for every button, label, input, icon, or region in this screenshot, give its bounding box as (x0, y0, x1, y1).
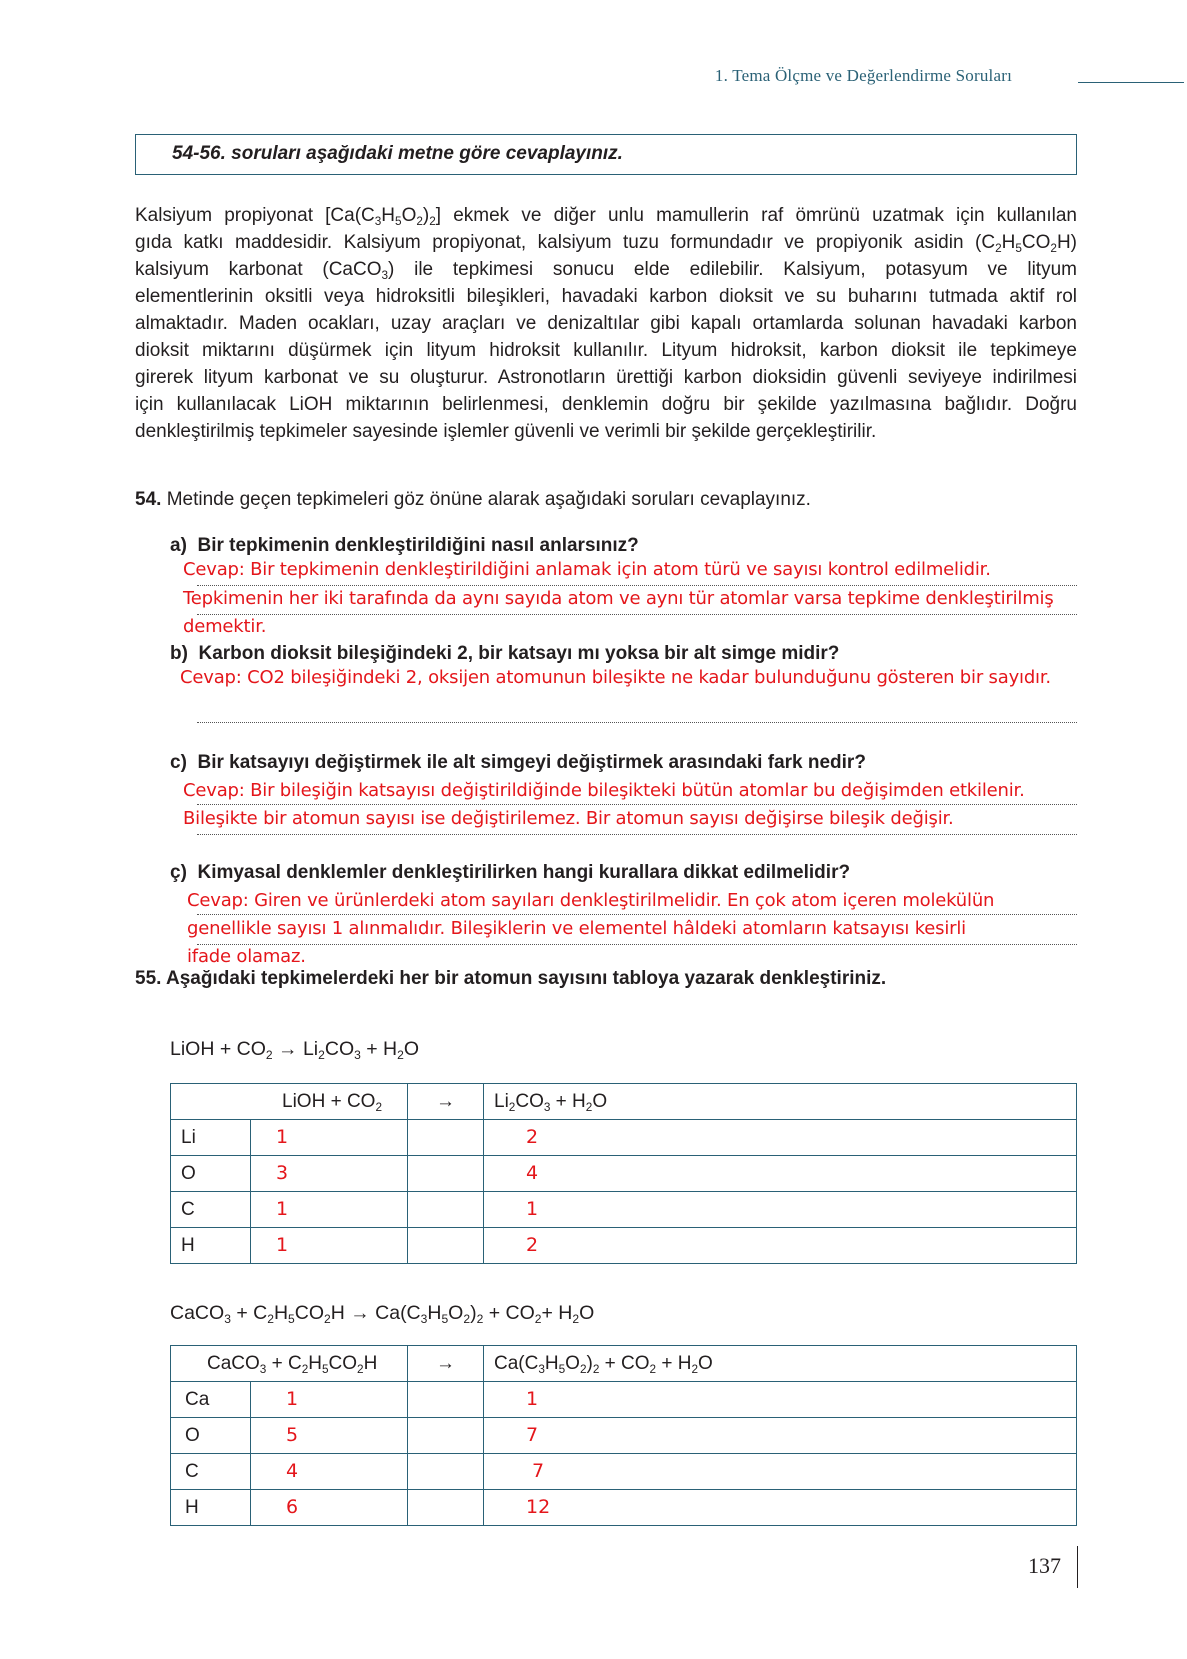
table-row (171, 1418, 1077, 1454)
arrow-spacer (408, 1382, 484, 1418)
passage-line-2: gıda katkı maddesidir. Kalsiyum propiyonat, kalsiyum tuzu formundadır ve propiyonik asidin $(C_2H_5CO_2H)$ (135, 232, 1077, 255)
answer-line (197, 614, 1077, 615)
equation-2: CaCO$_3$ + $C_2H_5CO_2H \to Ca(C_3H_5O_2)_2 + CO_2+ H_2O$ (170, 1302, 595, 1326)
products-header: $Li_2CO_3 + H_2O$ (484, 1084, 1077, 1120)
equation-1: LiOH + $CO_2 \to Li_2CO_3 + H_2O$ (170, 1038, 420, 1062)
section-header: 1. Tema Ölçme ve Değerlendirme Soruları (714, 66, 1012, 85)
passage (135, 202, 1077, 445)
atom-label: C (171, 1192, 251, 1228)
answer-line (197, 804, 1077, 805)
table-row (171, 1156, 1077, 1192)
table-row (171, 1228, 1077, 1264)
table-row (171, 1382, 1077, 1418)
passage-line-4: elementlerinin oksitli veya hidroksitli bileşikleri, havadaki karbon dioksit ve su buharını tutmada aktif rol (135, 286, 1077, 307)
answer-d-line-3: ifade olamaz. (187, 946, 306, 967)
right-count: 2 (484, 1228, 1077, 1264)
sub-question-a: a) Bir tepkimenin denkleştirildiğini nasıl anlarsınız? (170, 535, 639, 556)
arrow-cell: → (408, 1346, 484, 1382)
passage-line-7: girerek lityum karbonat ve su oluşturur. Astronotların ürettiği karbon dioksidin güvenli seviyeye indirilmesi (135, 367, 1077, 388)
left-count: 1 (251, 1192, 408, 1228)
instruction-title: 54-56. soruları aşağıdaki metne göre cevaplayınız. (172, 143, 623, 164)
left-count: 1 (251, 1228, 408, 1264)
atom-label: O (171, 1418, 251, 1454)
question-text: Metinde geçen tepkimeleri göz önüne alarak aşağıdaki soruları cevaplayınız. (166, 489, 811, 510)
passage-line-8: için kullanılacak LiOH miktarının belirlenmesi, denklemin doğru bir şekilde yazılmasına bağlıdır. Doğru (135, 394, 1077, 415)
question-54 (135, 489, 811, 511)
passage-line-1: Kalsiyum propiyonat $[Ca(C_3H_5O_2)_2]$ ekmek ve diğer unlu mamullerin raf ömrünü uzatmak için kullanılan (135, 205, 1077, 228)
left-count: 1 (251, 1382, 408, 1418)
table-row (171, 1192, 1077, 1228)
reactants-header: CaCO$_3$ + $C_2H_5CO_2H$ (171, 1346, 408, 1382)
passage-line-9: denkleştirilmiş tepkimeler sayesinde işlemler güvenli ve verimli bir şekilde gerçekleştirilir. (135, 421, 877, 442)
arrow-spacer (408, 1228, 484, 1264)
page-number-rule (1077, 1546, 1078, 1588)
table-header-row (171, 1346, 1077, 1382)
answer-d-line-2: genellikle sayısı 1 alınmalıdır. Bileşiklerin ve elementel hâldeki atomların katsayısı kesirli (187, 918, 966, 939)
passage-line-3: kalsiyum karbonat (CaCO$_3$) ile tepkimesi sonucu elde edilebilir. Kalsiyum, potasyum ve lityum (135, 259, 1077, 282)
atom-label: O (171, 1156, 251, 1192)
arrow-spacer (408, 1192, 484, 1228)
answer-a-line-2: Tepkimenin her iki tarafında da aynı sayıda atom ve aynı tür atomlar varsa tepkime denkleştirilmiş (183, 588, 1054, 609)
left-count: 6 (251, 1490, 408, 1526)
passage-line-5: almaktadır. Maden ocakları, uzay araçları ve denizaltılar gibi kapalı ortamlarda solunan havadaki karbon (135, 313, 1077, 334)
left-count: 5 (251, 1418, 408, 1454)
right-count: 1 (484, 1192, 1077, 1228)
sub-question-c: c) Bir katsayıyı değiştirmek ile alt simgeyi değiştirmek arasındaki fark nedir? (170, 752, 866, 773)
answer-c-line-1: Cevap: Bir bileşiğin katsayısı değiştirildiğinde bileşikteki bütün atomlar bu değişimden etkilenir. (183, 780, 1025, 801)
answer-c-line-2: Bileşikte bir atomun sayısı ise değiştirilemez. Bir atomun sayısı değişirse bileşik değişir. (183, 808, 954, 829)
answer-a-line-3: demektir. (183, 616, 267, 637)
table-row (171, 1120, 1077, 1156)
sub-question-b: b) Karbon dioksit bileşiğindeki 2, bir katsayı mı yoksa bir alt simge midir? (170, 643, 840, 664)
atom-table-2 (170, 1345, 1077, 1526)
arrow-spacer (408, 1120, 484, 1156)
answer-line (197, 914, 1077, 915)
right-count: 1 (484, 1382, 1077, 1418)
table-header-row (171, 1084, 1077, 1120)
atom-label: Ca (171, 1382, 251, 1418)
atom-label: H (171, 1228, 251, 1264)
atom-label: Li (171, 1120, 251, 1156)
arrow-cell: → (408, 1084, 484, 1120)
left-count: 1 (251, 1120, 408, 1156)
passage-line-6: dioksit miktarını düşürmek için lityum hidroksit kullanılır. Lityum hidroksit, karbon dioksit ile tepkimeye (135, 340, 1077, 361)
sub-question-d: ç) Kimyasal denklemler denkleştirilirken hangi kurallara dikkat edilmelidir? (170, 862, 851, 883)
table-row (171, 1454, 1077, 1490)
arrow-spacer (408, 1454, 484, 1490)
answer-a-line-1: Cevap: Bir tepkimenin denkleştirildiğini anlamak için atom türü ve sayısı kontrol edilmelidir. (183, 559, 991, 580)
atom-label: C (171, 1454, 251, 1490)
header-rule (1078, 82, 1184, 83)
answer-b-line-1: Cevap: CO2 bileşiğindeki 2, oksijen atomunun bileşikte ne kadar bulunduğunu gösteren bir sayıdır. (180, 667, 1051, 688)
atom-table-1 (170, 1083, 1077, 1264)
right-count: 12 (484, 1490, 1077, 1526)
answer-line (197, 722, 1077, 723)
left-count: 3 (251, 1156, 408, 1192)
atom-label: H (171, 1490, 251, 1526)
table-row (171, 1490, 1077, 1526)
answer-d-line-1: Cevap: Giren ve ürünlerdeki atom sayıları denkleştirilmelidir. En çok atom içeren molekülün (187, 890, 995, 911)
arrow-spacer (408, 1156, 484, 1192)
right-count: 2 (484, 1120, 1077, 1156)
question-55 (135, 968, 886, 990)
answer-line (197, 585, 1077, 586)
question-number: 55. (135, 968, 162, 989)
question-text: Aşağıdaki tepkimelerdeki her bir atomun sayısını tabloya yazarak denkleştiriniz. (166, 968, 887, 989)
arrow-spacer (408, 1418, 484, 1454)
right-count: 7 (484, 1454, 1077, 1490)
question-number: 54. (135, 489, 162, 510)
answer-line (197, 834, 1077, 835)
left-count: 4 (251, 1454, 408, 1490)
page-number: 137 (1028, 1553, 1061, 1578)
answer-line (197, 944, 1077, 945)
products-header: $Ca(C_3H_5O_2)_2 + CO_2 + H_2O$ (484, 1346, 1077, 1382)
arrow-spacer (408, 1490, 484, 1526)
reactants-header: LiOH + $CO_2$ (171, 1084, 408, 1120)
right-count: 7 (484, 1418, 1077, 1454)
right-count: 4 (484, 1156, 1077, 1192)
